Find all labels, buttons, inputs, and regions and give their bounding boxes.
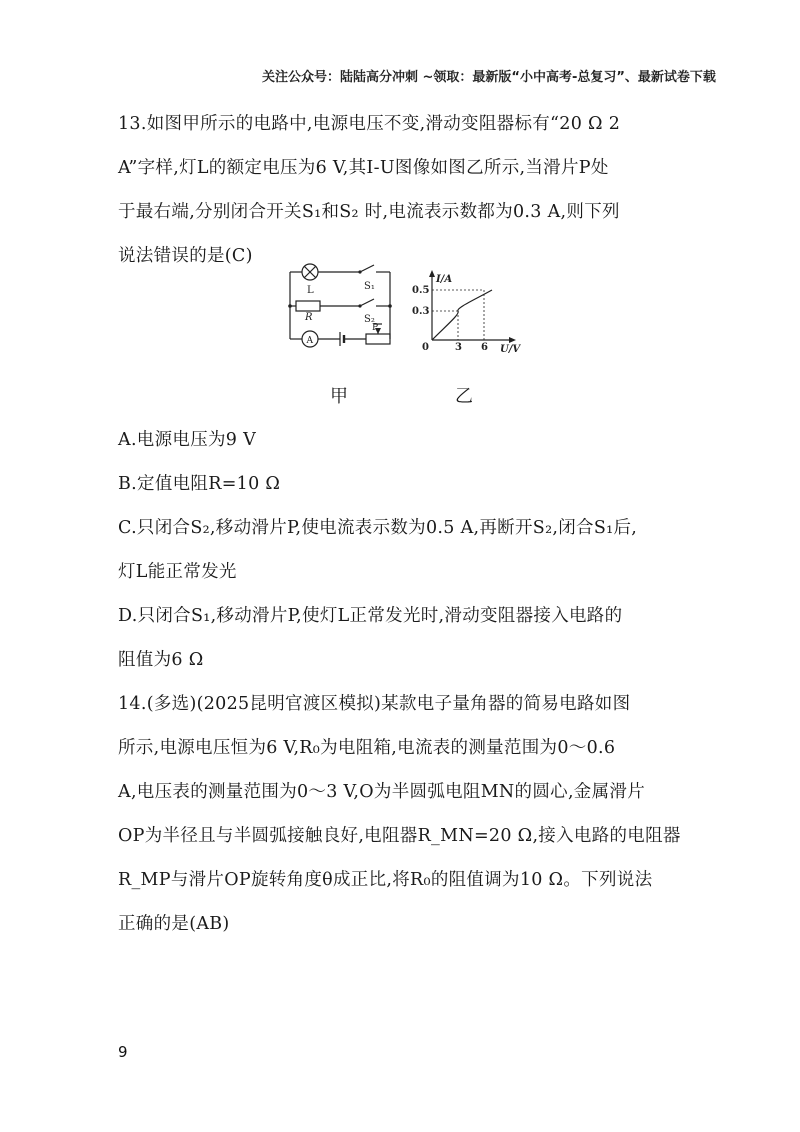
page-header: 关注公众号：陆陆高分冲刺 ~领取：最新版“小中高考-总复习”、最新试卷下载: [262, 70, 716, 85]
y-tick-0-5: 0.5: [412, 285, 430, 296]
q13-option-a: A.电源电压为9 V: [118, 430, 257, 450]
q14-line-6: 正确的是(AB): [118, 914, 230, 934]
q13-option-d-cont: 阻值为6 Ω: [118, 650, 204, 670]
q13-line-3: 于最右端,分别闭合开关S₁和S₂ 时,电流表示数都为0.3 A,则下列: [118, 202, 620, 222]
iu-graph: [408, 268, 526, 356]
origin-label: 0: [422, 342, 429, 353]
q13-line-4: 说法错误的是(C): [118, 246, 253, 266]
page-number: 9: [118, 1043, 128, 1061]
x-tick-6: 6: [481, 342, 488, 353]
q13-option-c-cont: 灯L能正常发光: [118, 562, 237, 582]
figure-caption-yi: 乙: [455, 386, 473, 407]
q13-option-b: B.定值电阻R=10 Ω: [118, 474, 281, 494]
q14-line-3: A,电压表的测量范围为0～3 V,O为半圆弧电阻MN的圆心,金属滑片: [118, 782, 646, 802]
q13-option-d: D.只闭合S₁,移动滑片P,使灯L正常发光时,滑动变阻器接入电路的: [118, 606, 623, 626]
circuit-diagram: [282, 262, 397, 362]
q13-line-1: 13.如图甲所示的电路中,电源电压不变,滑动变阻器标有“20 Ω 2: [118, 114, 621, 134]
x-tick-3: 3: [455, 342, 462, 353]
q13-line-2: A”字样,灯L的额定电压为6 V,其I-U图像如图乙所示,当滑片P处: [118, 158, 609, 178]
q14-line-1: 14.(多选)(2025昆明官渡区模拟)某款电子量角器的简易电路如图: [118, 694, 631, 714]
switch2-label: S₂: [364, 314, 375, 325]
q14-line-5: R_MP与滑片OP旋转角度θ成正比,将R₀的阻值调为10 Ω。下列说法: [118, 870, 653, 890]
ammeter-label: A: [306, 336, 313, 346]
q14-line-2: 所示,电源电压恒为6 V,R₀为电阻箱,电流表的测量范围为0～0.6: [118, 738, 616, 758]
resistor-label: R: [305, 312, 313, 323]
q14-line-4: OP为半径且与半圆弧接触良好,电阻器R_MN=20 Ω,接入电路的电阻器: [118, 826, 681, 846]
y-tick-0-3: 0.3: [412, 306, 430, 317]
lamp-label: L: [307, 285, 314, 296]
figure-caption-jia: 甲: [330, 386, 348, 407]
x-axis-label: U/V: [500, 344, 521, 355]
switch1-label: S₁: [364, 281, 375, 292]
q13-option-c: C.只闭合S₂,移动滑片P,使电流表示数为0.5 A,再断开S₂,闭合S₁后,: [118, 518, 638, 538]
slider-label: P: [372, 323, 379, 333]
y-axis-label: I/A: [436, 274, 453, 285]
